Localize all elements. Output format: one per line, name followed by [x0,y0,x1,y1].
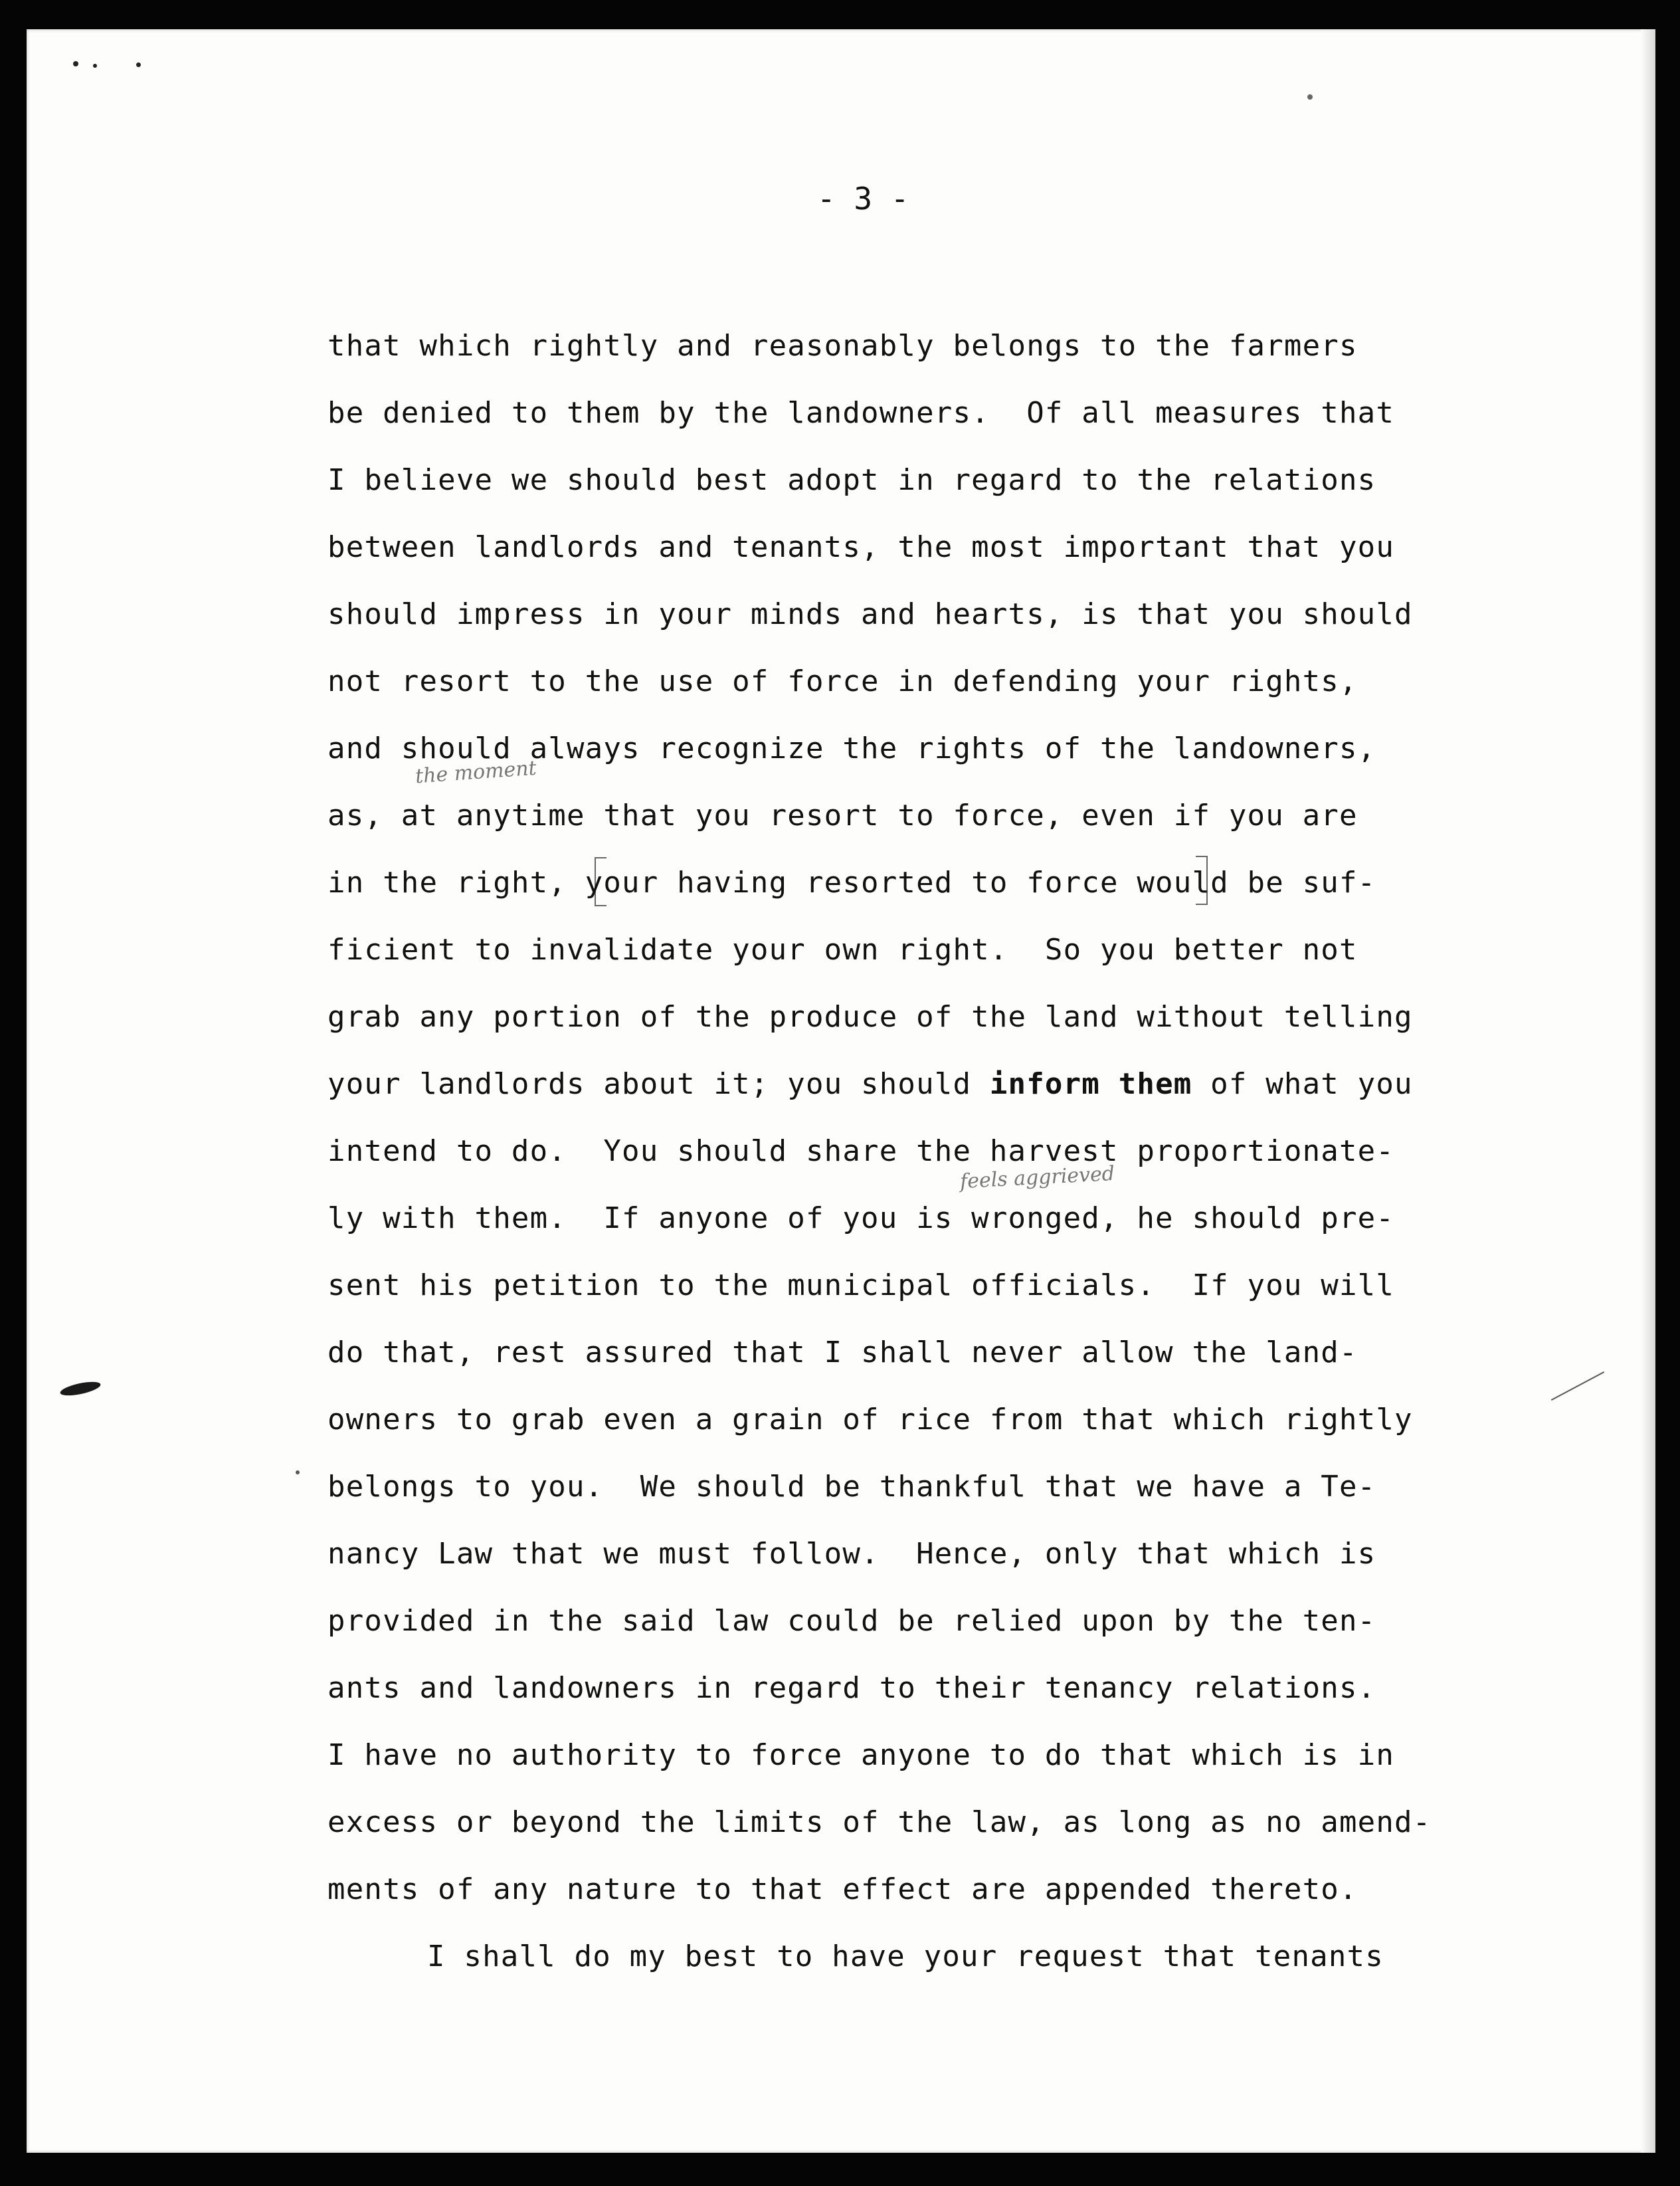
text-line: grab any portion of the produce of the land without telling [327,1000,1413,1034]
handwritten-annotation: the moment [415,756,537,789]
text-line: owners to grab even a grain of rice from that which rightly [327,1403,1413,1437]
text-line: ants and landowners in regard to their tenancy relations. [327,1671,1376,1705]
text-line [327,1050,1550,1118]
text-line: excess or beyond the limits of the law, as long as no amend- [327,1805,1432,1839]
text-line: ly with them. If anyone of you is wronged, he should pre- [327,1201,1395,1235]
speck-mark [1307,94,1313,100]
text-segment: your landlords about it; you should [327,1067,990,1101]
text-line: sent his petition to the municipal officials. If you will [327,1268,1395,1302]
text-line: intend to do. You should share the harvest proportionate- [327,1134,1395,1168]
speck-mark [136,62,141,67]
speck-mark [296,1470,300,1474]
speck-mark [73,61,78,66]
text-line: as, at anytime that you resort to force, even if you are [327,799,1358,833]
text-line: I have no authority to force anyone to do that which is in [327,1738,1395,1772]
text-line: in the right, your having resorted to force would be suf- [327,866,1376,900]
text-line: ments of any nature to that effect are appended thereto. [327,1872,1358,1906]
handwritten-annotation: feels aggrieved [959,1161,1115,1194]
speck-mark [93,64,97,68]
text-line: and should always recognize the rights of the landowners, [327,732,1376,765]
body-text [327,312,1550,1990]
text-line: be denied to them by the landowners. Of all measures that [327,396,1395,430]
text-line: provided in the said law could be relied upon by the ten- [327,1604,1376,1638]
text-line: I shall do my best to have your request that tenants [427,1939,1384,1973]
page-number: - 3 - [817,181,909,217]
text-line: ficient to invalidate your own right. So you better not [327,933,1358,967]
page-edge [1641,29,1655,2153]
text-line: should impress in your minds and hearts, is that you should [327,597,1413,631]
text-segment: of what you [1192,1067,1413,1101]
emphasized-text: inform them [989,1067,1192,1101]
text-line: nancy Law that we must follow. Hence, only that which is [327,1537,1376,1571]
text-line: between landlords and tenants, the most important that you [327,530,1395,564]
text-line: do that, rest assured that I shall never allow the land- [327,1336,1358,1369]
text-line: that which rightly and reasonably belongs to the farmers [327,329,1358,363]
text-line: I believe we should best adopt in regard to the relations [327,463,1376,497]
text-line: not resort to the use of force in defending your rights, [327,664,1358,698]
text-line: belongs to you. We should be thankful that we have a Te- [327,1470,1376,1504]
